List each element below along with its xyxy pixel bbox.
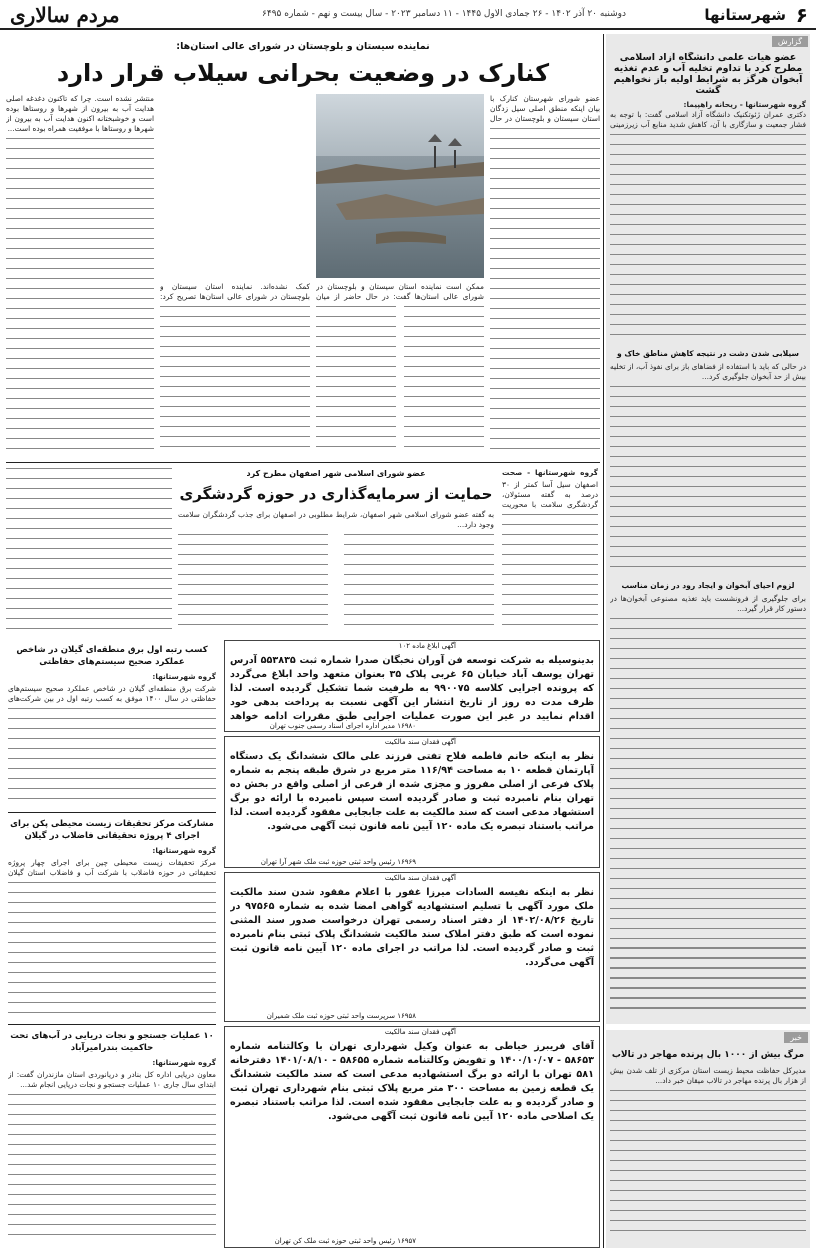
ad-2-title: آگهی فقدان سند مالکیت <box>384 738 456 746</box>
ad-1-body: بدینوسیله به شرکت توسعه فن آوران نخبگان صدرا شماره ثبت ۵۵۳۸۳۵ آدرس تهران یوسف آباد خیابان ۶۵ غربی پلاک ۳۵ بعنوان متعهد واحد ابلاغ می‌گردد که پرونده اجرایی کلاسه ۹۹۰۰۷۵ به طرفیت شما تشکیل گردیده است. لذا ظرف مدت ده روز از تاریخ انتشار این آگهی نسبت به پرداخت بدهی خود اقدام نمایید در غیر این صورت عملیات اجرایی طبق مقررات ادامه خواهد <box>230 655 594 722</box>
divider-lead-bottom <box>6 462 600 463</box>
lead-col-3-lines <box>160 306 310 456</box>
ad-4-title: آگهی فقدان سند مالکیت <box>384 1028 456 1036</box>
ad-1-footer: ۱۶۹۸۰ مدیر اداره اجرای اسناد رسمی جنوب تهران <box>269 722 416 730</box>
isfahan-headline: حمایت از سرمایه‌گذاری در حوزه گردشگری <box>179 485 493 503</box>
caspian-headline: ۱۰ عملیات جستجو و نجات دریایی در آب‌های تحت حاکمیت بندرامیرآباد <box>10 1031 214 1053</box>
isfahan-kicker: عضو شورای اسلامی شهر اصفهان مطرح کرد <box>246 469 426 478</box>
report-subhead-2: لزوم احیای آبخوان و ایجاد رود در زمان مناسب <box>621 581 795 590</box>
ad-2-footer: ۱۶۹۶۹ رئیس واحد ثبتی حوزه ثبت ملک شهر آرا تهران <box>260 858 416 866</box>
khorramabad-body: اصفهان سیل آسا کمتر از ۳۰ درصد به گفته مسئولان، گردشگری سلامت با محوریت <box>502 480 598 509</box>
report-body: دکتری عمران ژئوتکنیک دانشگاه آزاد اسلامی گفت: با توجه به فشار جمعیت و سازگاری با آن، کاهش شدید منابع آب زیرزمینی <box>610 110 806 129</box>
khorramabad-lines <box>502 514 598 634</box>
newspaper-logo: مردم سالاری <box>10 3 120 27</box>
lead-col-1-lines <box>490 128 600 456</box>
caspian-lines <box>8 1094 216 1244</box>
isfahan-body: به گفته عضو شورای اسلامی شهر اصفهان، شرایط مطلوبی در اصفهان برای جذب گردشگران سلامت وجود دارد... <box>178 510 494 529</box>
news-body-lines <box>610 1090 806 1240</box>
report-subhead-1: سیلابی شدن دشت در نتیجه کاهش مناطق خاک و <box>617 349 799 358</box>
report-body-3-lines <box>610 618 806 1018</box>
env-lines <box>8 882 216 1022</box>
lead-headline: کنارک در وضعیت بحرانی سیلاب قرار دارد <box>56 59 550 87</box>
news-headline: مرگ بیش از ۱۰۰۰ بال پرنده مهاجر در تالاب <box>611 1050 805 1060</box>
news-body: مدیرکل حفاظت محیط زیست استان مرکزی از تلف شدن بیش از هزار بال پرنده مهاجر در تالاب میقان خبر داد... <box>610 1066 806 1085</box>
env-body: مرکز تحقیقات زیست محیطی چین برای اجرای چهار پروژه تحقیقاتی در حوزه فاضلاب با شرکت آب و فاضلاب استان گیلان <box>8 858 216 877</box>
divider-env <box>8 1024 216 1025</box>
gilan-byline: گروه شهرستانها: <box>152 672 216 681</box>
column-divider <box>603 34 604 1248</box>
report-body-3: برای جلوگیری از فرونشست باید تغذیه مصنوعی آبخوان‌ها در دستور کار قرار گیرد... <box>610 594 806 613</box>
lead-kicker: نماینده سیستان و بلوچستان در شورای عالی استان‌ها: <box>176 41 430 52</box>
khorramabad-byline: گروه شهرستانها - صحت <box>502 468 598 477</box>
gilan-lines <box>8 708 216 808</box>
report-byline: گروه شهرستانها - ریحانه راهپیما: <box>683 100 806 109</box>
lead-col-3: کمک نشده‌اند. نماینده استان سیستان و بلوچستان در شورای عالی استان‌ها تصریح کرد: <box>160 282 310 301</box>
lead-col-2-lines <box>404 306 484 456</box>
report-body-lines <box>610 134 806 344</box>
env-byline: گروه شهرستانها: <box>152 846 216 855</box>
ad-2-body: نظر به اینکه خانم فاطمه فلاح تفتی فرزند علی مالک ششدانگ یک دستگاه آپارتمان قطعه ۱۰ به مساحت ۱۱۶/۹۴ متر مربع در شرق طبقه پنجم به شماره پلاک فرعی از اصلی مفروز و مجزی شده از فرعی از اصلی واقع در بخش ده تهران بنام نامبرده ثبت و صادر گردیده است سپس نامبرده با ارائه دو برگ استشهاد مدعی است که سند مالکیت به علت جابجایی مفقود گردیده است. لذا مراتب باستناد تبصره یک ماده ۱۲۰ آیین نامه قانون ثبت آگهی می‌شود. <box>230 751 594 832</box>
divider-gilan <box>8 812 216 813</box>
ad-3-footer: ۱۶۹۵۸ سرپرست واحد ثبتی حوزه ثبت ملک شمیران <box>266 1012 416 1020</box>
gilan-body: شرکت برق منطقه‌ای گیلان در شاخص عملکرد صحیح سیستم‌های حفاظتی در سال ۱۴۰۰ موفق به کسب رتبه اول در بین شرکت‌های <box>8 684 216 703</box>
page-number: ۶ <box>795 3 808 27</box>
report-tag: گزارش <box>772 36 808 47</box>
isfahan-lines <box>344 534 494 634</box>
caspian-byline: گروه شهرستانها: <box>152 1058 216 1067</box>
env-headline: مشارکت مرکز تحقیقات زیست محیطی پکن برای اجرای ۴ پروژه تحقیقاتی فاضلاب در گیلان <box>10 819 214 841</box>
lead-col-4: منتشر نشده است. چرا که تاکنون دغدغه اصلی هدایت آب به بیرون از شهرها و روستاها بوده است و خوشبختانه اکنون هدایت آب به بیرون از شهرها و روستاها با موفقیت همراه بوده است... <box>6 94 154 133</box>
ad-3-title: آگهی فقدان سند مالکیت <box>384 874 456 882</box>
gilan-headline: کسب رتبه اول برق منطقه‌ای گیلان در شاخص عملکرد صحیح سیستم‌های حفاظتی <box>16 645 208 667</box>
ad-4-body: آقای فریبرز خیاطی به عنوان وکیل شهرداری تهران با وکالتنامه شماره ۵۸۶۵۳ - ۱۴۰۰/۱۰/۰۷ و تفویض وکالتنامه شماره ۵۸۶۵۵ - ۱۴۰۱/۰۸/۱۰ دفترخانه ۵۸۱ تهران با ارائه دو برگ استشهادیه مدعی است که سند مالکیت ششدانگ یک قطعه زمین به مساحت ۳۰۰ متر مربع پلاک ثبتی بنام شهرداری تهران ثبت و صادر گردیده و به علت جابجایی مفقود شده است. لذا مراتب باستناد تبصره یک اصلاحی ماده ۱۲۰ آیین نامه قانون ثبت آگهی می‌شود. <box>230 1041 594 1122</box>
report-body-2: در حالی که باید با استفاده از فضاهای باز برای نفوذ آب، از تخلیه بیش از حد آبخوان جلوگیری کرد... <box>610 362 806 381</box>
lead-col-1-intro: عضو شورای شهرستان کنارک با بیان اینکه منطق اصلی سیل زدگان استان سیستان و بلوچستان در حال <box>490 94 600 123</box>
flood-photo <box>316 94 484 278</box>
section-title: شهرستانها <box>704 6 786 24</box>
isfahan-lines-3 <box>6 468 172 634</box>
report-body-2-lines <box>610 386 806 576</box>
page-header <box>0 0 816 30</box>
news-tag: خبر <box>784 1032 808 1043</box>
lead-col-2: ممکن است نماینده استان سیستان و بلوچستان در شورای عالی استان‌ها گفت: در حال حاضر از میان <box>316 282 484 301</box>
ad-4-footer: ۱۶۹۵۷ رئیس واحد ثبتی حوزه ثبت ملک کن تهران <box>274 1237 416 1245</box>
date-line: دوشنبه ۲۰ آذر ۱۴۰۲ - ۲۶ جمادی الاول ۱۴۴۵ - ۱۱ دسامبر ۲۰۲۳ - سال بیست و نهم - شماره ۶۴۹۵ <box>262 9 626 19</box>
lead-col-4-lines <box>6 138 154 456</box>
ad-1-title: آگهی ابلاغ ماده ۱۰۲ <box>398 642 456 650</box>
lead-col-2b-lines <box>316 306 396 456</box>
ad-3-body: نظر به اینکه نفیسه السادات میرزا غفور با اعلام مفقود شدن سند مالکیت ملک مورد آگهی با تسلیم استشهادیه گواهی امضا شده به شماره ۹۷۵۶۵ در تاریخ ۱۴۰۲/۰۸/۲۶ از دفتر اسناد رسمی تهران درخواست صدور سند المثنی نموده است که طبق دفتر املاک سند مالکیت ششدانگ پلاک ثبتی بنام نامبرده ثبت و صادر گردیده است. لذا مراتب در اجرای ماده ۱۲۰ آیین نامه قانون ثبت آگهی می‌گردد. <box>230 887 594 968</box>
caspian-body: معاون دریایی اداره کل بنادر و دریانوردی استان مازندران گفت: از ابتدای سال جاری ۱۰ عملیات جستجو و نجات دریایی انجام شد... <box>8 1070 216 1089</box>
report-headline: عضو هیات علمی دانشگاه آزاد اسلامی مطرح کرد با تداوم تخلیه آب و عدم تغذیه آبخوان هرگز به شرایط اولیه باز نخواهیم گشت <box>613 52 803 96</box>
isfahan-lines-2 <box>178 534 328 634</box>
